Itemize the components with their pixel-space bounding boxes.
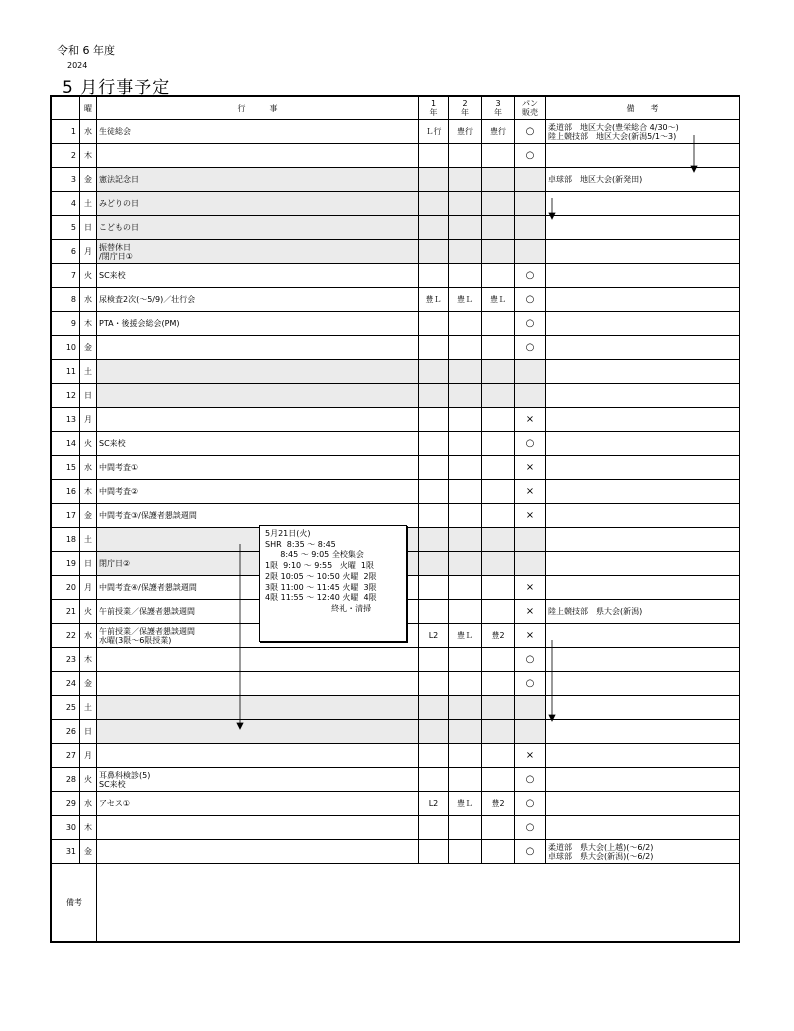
grade-cell: 豊行 — [449, 120, 482, 144]
ev-line: SC来校 — [99, 439, 126, 448]
grade-cell: L2 — [419, 624, 449, 648]
grade-cell: Ｌ行 — [419, 120, 449, 144]
grade-cell: 豊Ｌ — [482, 288, 515, 312]
arrow-head — [549, 213, 555, 219]
day-of-week: 水 — [80, 624, 97, 648]
day-number: 29 — [52, 792, 80, 816]
ev-line: 閉庁日② — [99, 559, 131, 568]
grade-cell: 豊2 — [482, 792, 515, 816]
bread-sale-mark: ○ — [515, 264, 546, 288]
day-of-week: 土 — [80, 192, 97, 216]
day-of-week: 土 — [80, 696, 97, 720]
header-notes: 備 考 — [546, 97, 740, 120]
ev-line: SC来校 — [99, 779, 126, 789]
page-title: 5 月行事予定 — [62, 78, 171, 98]
day-of-week: 金 — [80, 168, 97, 192]
day-of-week: 金 — [80, 840, 97, 864]
bread-sale-mark: ○ — [515, 288, 546, 312]
grade-cell: 豊Ｌ — [449, 624, 482, 648]
bread-sale-mark: ○ — [515, 792, 546, 816]
day-number: 27 — [52, 744, 80, 768]
bread-sale-mark: × — [515, 744, 546, 768]
day-number: 31 — [52, 840, 80, 864]
timetable-line: 終礼・清掃 — [265, 603, 372, 613]
timetable-line: 2限 10:05 ～ 10:50 火曜 2限 — [265, 571, 377, 581]
day-of-week: 木 — [80, 816, 97, 840]
day-number: 20 — [52, 576, 80, 600]
day-number: 10 — [52, 336, 80, 360]
bread-sale-mark: × — [515, 576, 546, 600]
day-number: 18 — [52, 528, 80, 552]
day-number: 2 — [52, 144, 80, 168]
day-number: 7 — [52, 264, 80, 288]
timetable-line: 5月21日(火) — [265, 529, 311, 538]
grade-cell: 豊Ｌ — [449, 792, 482, 816]
note-line: 陸上競技部 県大会(新潟) — [548, 607, 643, 616]
day-number: 4 — [52, 192, 80, 216]
day-number: 6 — [52, 240, 80, 264]
day-number: 24 — [52, 672, 80, 696]
day-number: 23 — [52, 648, 80, 672]
remarks-label: 備考 — [52, 864, 97, 942]
note-line: 柔道部 県大会(上越)(～6/2) — [548, 842, 654, 852]
ev-line: 水曜(3限～6限授業) — [99, 635, 172, 645]
day-of-week: 火 — [80, 264, 97, 288]
bread-sale-mark: × — [515, 504, 546, 528]
ev-line: 尿検査2次(～5/9)／壮行会 — [99, 295, 196, 304]
day-of-week: 金 — [80, 336, 97, 360]
day-of-week: 木 — [80, 648, 97, 672]
day-of-week: 火 — [80, 600, 97, 624]
arrow-head — [237, 723, 243, 729]
day-number: 30 — [52, 816, 80, 840]
day-of-week: 水 — [80, 456, 97, 480]
day-of-week: 土 — [80, 360, 97, 384]
day-of-week: 金 — [80, 504, 97, 528]
header-grade3: 3 年 — [482, 97, 515, 120]
day-of-week: 水 — [80, 288, 97, 312]
day-of-week: 日 — [80, 720, 97, 744]
day-number: 12 — [52, 384, 80, 408]
bread-sale-mark: × — [515, 480, 546, 504]
ev-line: /閉庁日① — [99, 251, 133, 261]
day-of-week: 月 — [80, 240, 97, 264]
day-number: 1 — [52, 120, 80, 144]
day-of-week: 火 — [80, 768, 97, 792]
day-number: 13 — [52, 408, 80, 432]
header-bread: パン 販売 — [515, 97, 546, 120]
day-of-week: 火 — [80, 432, 97, 456]
ev-line: こどもの日 — [99, 223, 139, 232]
day-of-week: 日 — [80, 384, 97, 408]
ev-line: 生徒総会 — [99, 127, 131, 136]
day-number: 17 — [52, 504, 80, 528]
header-grade1: 1 年 — [419, 97, 449, 120]
bread-sale-mark: ○ — [515, 432, 546, 456]
day-of-week: 木 — [80, 312, 97, 336]
ev-line: 中間考査③/保護者懇談週間 — [99, 511, 197, 520]
bread-sale-mark: ○ — [515, 840, 546, 864]
day-of-week: 木 — [80, 480, 97, 504]
bread-sale-mark: ○ — [515, 336, 546, 360]
ev-line: 中間考査② — [99, 487, 139, 496]
ev-line: みどりの日 — [99, 199, 139, 208]
ev-line: アセス① — [99, 799, 131, 808]
timetable-line: 4限 11:55 ～ 12:40 火曜 4限 — [265, 593, 377, 603]
day-of-week: 水 — [80, 792, 97, 816]
bread-sale-mark: ○ — [515, 648, 546, 672]
day-number: 21 — [52, 600, 80, 624]
grade-cell: 豊2 — [482, 624, 515, 648]
grade-cell: 豊Ｌ — [449, 288, 482, 312]
timetable-line: 1限 9:10 ～ 9:55 火曜 1限 — [265, 561, 374, 571]
grade-cell: L2 — [419, 792, 449, 816]
day-number: 19 — [52, 552, 80, 576]
day-of-week: 日 — [80, 216, 97, 240]
header-events: 行 事 — [97, 97, 419, 120]
ev-line: PTA・後援会総会(PM) — [99, 319, 180, 328]
header-dow: 曜 — [80, 97, 97, 120]
bread-sale-mark: ○ — [515, 672, 546, 696]
bread-sale-mark: × — [515, 408, 546, 432]
day-of-week: 日 — [80, 552, 97, 576]
ev-line: 憲法記念日 — [99, 175, 139, 184]
day-of-week: 水 — [80, 120, 97, 144]
ev-line: 中間考査④/保護者懇談週間 — [99, 583, 197, 592]
day-number: 11 — [52, 360, 80, 384]
note-line: 陸上競技部 地区大会(新潟5/1～3) — [548, 131, 677, 141]
year-label: 2024 — [67, 61, 88, 70]
note-line: 卓球部 地区大会(新発田) — [548, 175, 643, 184]
day-of-week: 月 — [80, 744, 97, 768]
ev-line: SC来校 — [99, 271, 126, 280]
day-of-week: 金 — [80, 672, 97, 696]
bread-sale-mark: ○ — [515, 312, 546, 336]
grade-cell: 豊Ｌ — [419, 288, 449, 312]
bread-sale-mark: × — [515, 600, 546, 624]
day-number: 9 — [52, 312, 80, 336]
ev-line: 中間考査① — [99, 463, 139, 472]
grade-cell: 豊行 — [482, 120, 515, 144]
day-number: 28 — [52, 768, 80, 792]
day-of-week: 月 — [80, 576, 97, 600]
day-of-week: 木 — [80, 144, 97, 168]
bread-sale-mark: ○ — [515, 120, 546, 144]
day-number: 15 — [52, 456, 80, 480]
day-number: 8 — [52, 288, 80, 312]
note-line: 卓球部 県大会(新潟)(～6/2) — [548, 851, 654, 861]
day-of-week: 土 — [80, 528, 97, 552]
arrow-head — [691, 166, 697, 172]
bread-sale-mark: × — [515, 456, 546, 480]
era-label: 令和 6 年度 — [57, 44, 115, 57]
ev-line: 振替休日 — [99, 242, 131, 252]
timetable-line: 8:45 ～ 9:05 全校集会 — [265, 550, 364, 560]
day-number: 26 — [52, 720, 80, 744]
bread-sale-mark: × — [515, 624, 546, 648]
bread-sale-mark: ○ — [515, 768, 546, 792]
header-grade2: 2 年 — [449, 97, 482, 120]
ev-line: 耳鼻科検診(5) — [99, 770, 151, 780]
day-number: 5 — [52, 216, 80, 240]
day-number: 22 — [52, 624, 80, 648]
bread-sale-mark: ○ — [515, 144, 546, 168]
day-number: 14 — [52, 432, 80, 456]
day-number: 16 — [52, 480, 80, 504]
ev-line: 午前授業／保護者懇談週間 — [99, 626, 195, 636]
day-of-week: 月 — [80, 408, 97, 432]
day-number: 25 — [52, 696, 80, 720]
ev-line: 午前授業／保護者懇談週間 — [99, 607, 195, 616]
day-number: 3 — [52, 168, 80, 192]
timetable-line: SHR 8:35 ～ 8:45 — [265, 539, 336, 549]
note-line: 柔道部 地区大会(豊栄総合 4/30～) — [548, 122, 679, 132]
timetable-line: 3限 11:00 ～ 11:45 火曜 3限 — [265, 582, 377, 592]
arrow-head — [549, 715, 555, 721]
bread-sale-mark: ○ — [515, 816, 546, 840]
